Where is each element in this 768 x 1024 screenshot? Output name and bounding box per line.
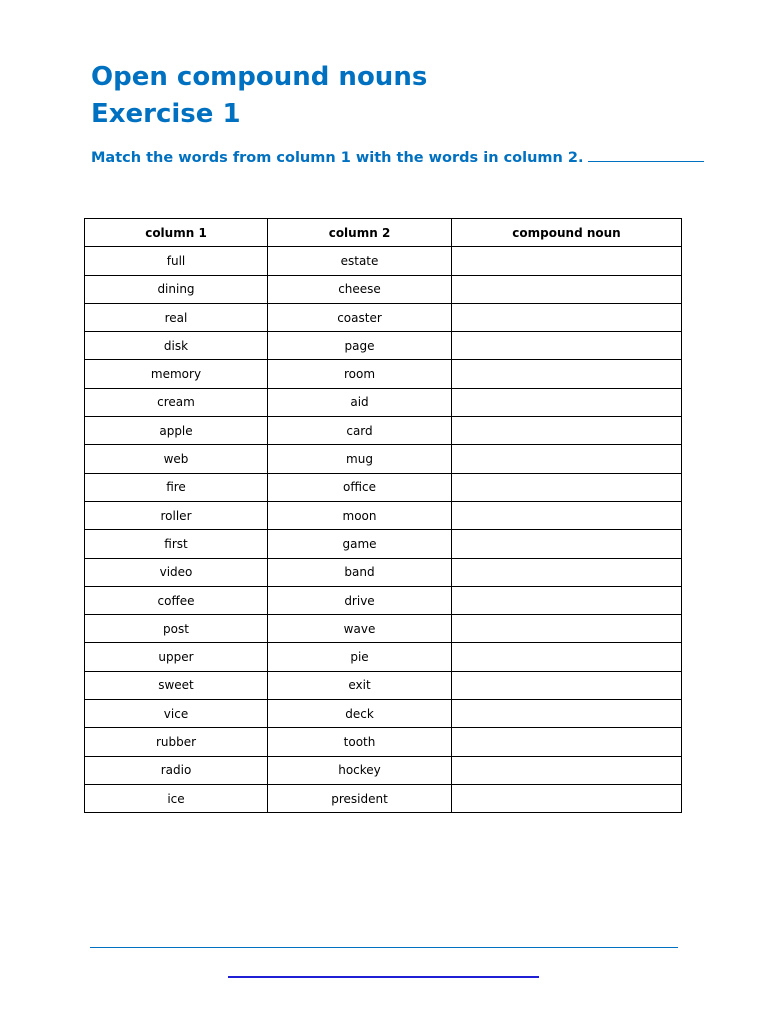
compound-noun-answer-cell[interactable] <box>452 473 682 501</box>
instruction-text: Match the words from column 1 with the words in column 2. <box>91 150 584 166</box>
column-2-word: room <box>268 360 452 388</box>
compound-noun-answer-cell[interactable] <box>452 501 682 529</box>
column-1-word: apple <box>85 417 268 445</box>
table-body <box>85 247 682 813</box>
compound-noun-answer-cell[interactable] <box>452 530 682 558</box>
compound-noun-answer-cell[interactable] <box>452 332 682 360</box>
column-2-word: coaster <box>268 303 452 331</box>
column-2-word: mug <box>268 445 452 473</box>
column-2-word: cheese <box>268 275 452 303</box>
column-1-word: cream <box>85 388 268 416</box>
footer-divider <box>90 947 678 948</box>
compound-noun-answer-cell[interactable] <box>452 643 682 671</box>
compound-noun-answer-cell[interactable] <box>452 303 682 331</box>
compound-noun-answer-cell[interactable] <box>452 586 682 614</box>
column-1-word: coffee <box>85 586 268 614</box>
column-2-word: deck <box>268 700 452 728</box>
table-row <box>85 643 682 671</box>
column-1-word: radio <box>85 756 268 784</box>
compound-noun-answer-cell[interactable] <box>452 388 682 416</box>
compound-noun-answer-cell[interactable] <box>452 247 682 275</box>
column-1-word: web <box>85 445 268 473</box>
table-row <box>85 360 682 388</box>
column-header-2: column 2 <box>268 219 452 247</box>
column-1-word: sweet <box>85 671 268 699</box>
table-row <box>85 700 682 728</box>
column-2-word: president <box>268 784 452 812</box>
table-row <box>85 530 682 558</box>
table-row <box>85 784 682 812</box>
column-1-word: dining <box>85 275 268 303</box>
compound-noun-answer-cell[interactable] <box>452 275 682 303</box>
column-2-word: exit <box>268 671 452 699</box>
table-row <box>85 586 682 614</box>
column-2-word: band <box>268 558 452 586</box>
column-1-word: disk <box>85 332 268 360</box>
compound-noun-answer-cell[interactable] <box>452 700 682 728</box>
column-1-word: full <box>85 247 268 275</box>
column-2-word: aid <box>268 388 452 416</box>
column-2-word: game <box>268 530 452 558</box>
column-2-word: card <box>268 417 452 445</box>
exercise-table <box>84 218 682 813</box>
compound-noun-answer-cell[interactable] <box>452 417 682 445</box>
table-row <box>85 756 682 784</box>
column-1-word: video <box>85 558 268 586</box>
table-row <box>85 728 682 756</box>
column-1-word: memory <box>85 360 268 388</box>
column-1-word: first <box>85 530 268 558</box>
instruction <box>91 149 704 166</box>
column-1-word: vice <box>85 700 268 728</box>
column-1-word: roller <box>85 501 268 529</box>
footer-link[interactable] <box>228 976 539 978</box>
column-2-word: tooth <box>268 728 452 756</box>
table-header-row <box>85 219 682 247</box>
table-row <box>85 417 682 445</box>
table-row <box>85 615 682 643</box>
column-1-word: real <box>85 303 268 331</box>
compound-noun-answer-cell[interactable] <box>452 728 682 756</box>
compound-noun-answer-cell[interactable] <box>452 671 682 699</box>
column-2-word: estate <box>268 247 452 275</box>
compound-noun-answer-cell[interactable] <box>452 558 682 586</box>
table-row <box>85 445 682 473</box>
table-row <box>85 303 682 331</box>
page-title: Open compound nouns <box>91 62 428 92</box>
column-header-1: column 1 <box>85 219 268 247</box>
column-2-word: wave <box>268 615 452 643</box>
compound-noun-answer-cell[interactable] <box>452 756 682 784</box>
column-1-word: post <box>85 615 268 643</box>
table-row <box>85 275 682 303</box>
table-row <box>85 671 682 699</box>
column-header-compound-noun: compound noun <box>452 219 682 247</box>
column-2-word: page <box>268 332 452 360</box>
compound-noun-answer-cell[interactable] <box>452 784 682 812</box>
table-row <box>85 332 682 360</box>
compound-noun-answer-cell[interactable] <box>452 615 682 643</box>
column-1-word: ice <box>85 784 268 812</box>
table-row <box>85 388 682 416</box>
column-2-word: hockey <box>268 756 452 784</box>
compound-noun-answer-cell[interactable] <box>452 445 682 473</box>
column-2-word: office <box>268 473 452 501</box>
column-1-word: upper <box>85 643 268 671</box>
column-1-word: rubber <box>85 728 268 756</box>
table-row <box>85 473 682 501</box>
exercise-title: Exercise 1 <box>91 99 241 129</box>
column-2-word: drive <box>268 586 452 614</box>
compound-noun-answer-cell[interactable] <box>452 360 682 388</box>
table-row <box>85 247 682 275</box>
table-row <box>85 558 682 586</box>
column-2-word: moon <box>268 501 452 529</box>
column-2-word: pie <box>268 643 452 671</box>
column-1-word: fire <box>85 473 268 501</box>
table-row <box>85 501 682 529</box>
answer-blank-line <box>588 149 704 162</box>
